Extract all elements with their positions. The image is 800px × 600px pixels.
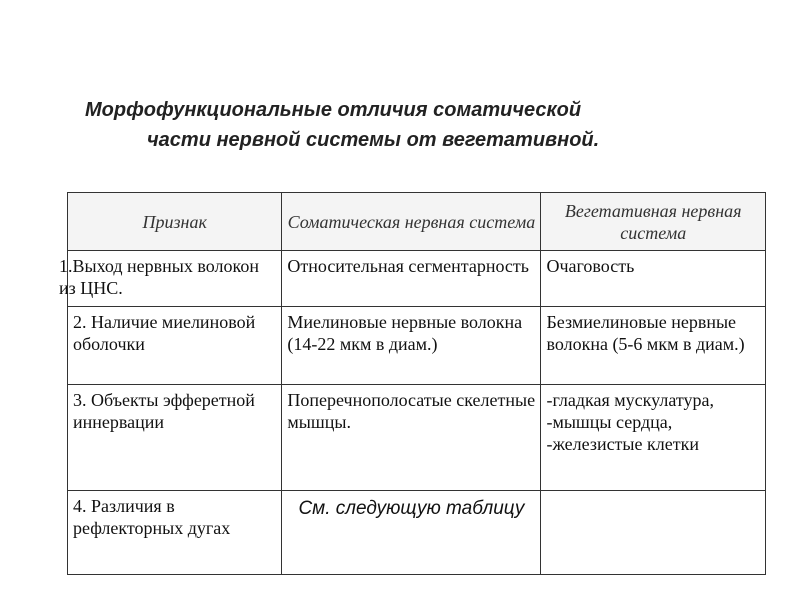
list-item: -железистые клетки (546, 434, 699, 454)
title-line-1: Морфофункциональные отличия соматической (85, 99, 582, 121)
header-somatic: Соматическая нервная система (282, 193, 541, 251)
comparison-table (59, 192, 766, 575)
feature-text: 1.Выход нервных волокон из ЦНС. (59, 256, 259, 298)
cell-feature (59, 251, 282, 307)
cell-somatic: Относительная сегментарность (282, 251, 541, 307)
table-row (68, 251, 766, 307)
header-autonomic: Вегетативная нервная система (541, 193, 766, 251)
cell-autonomic: Очаговость (541, 251, 766, 307)
table-row (68, 491, 766, 575)
table-row (68, 307, 766, 385)
cell-feature: 3. Объекты эфферетной иннервации (68, 385, 282, 491)
cell-somatic: Миелиновые нервные волокна (14-22 мкм в диам.) (282, 307, 541, 385)
autonomic-targets-list (546, 389, 760, 455)
title-line-2: части нервной системы от вегетативной. (147, 129, 600, 151)
cell-autonomic (541, 491, 766, 575)
cell-feature: 2. Наличие миелиновой оболочки (68, 307, 282, 385)
table-row (68, 385, 766, 491)
slide-title (60, 95, 780, 155)
list-item: -мышцы сердца, (546, 412, 673, 432)
cell-autonomic (541, 385, 766, 491)
cell-autonomic: Безмиелиновые нервные волокна (5-6 мкм в диам.) (541, 307, 766, 385)
header-feature: Признак (68, 193, 282, 251)
list-item: -гладкая мускулатура, (546, 390, 714, 410)
cell-somatic: См. следующую таблицу (282, 491, 541, 575)
cell-feature: 4. Различия в рефлекторных дугах (68, 491, 282, 575)
cell-somatic: Поперечнополосатые скелетные мышцы. (282, 385, 541, 491)
table-header-row (68, 193, 766, 251)
